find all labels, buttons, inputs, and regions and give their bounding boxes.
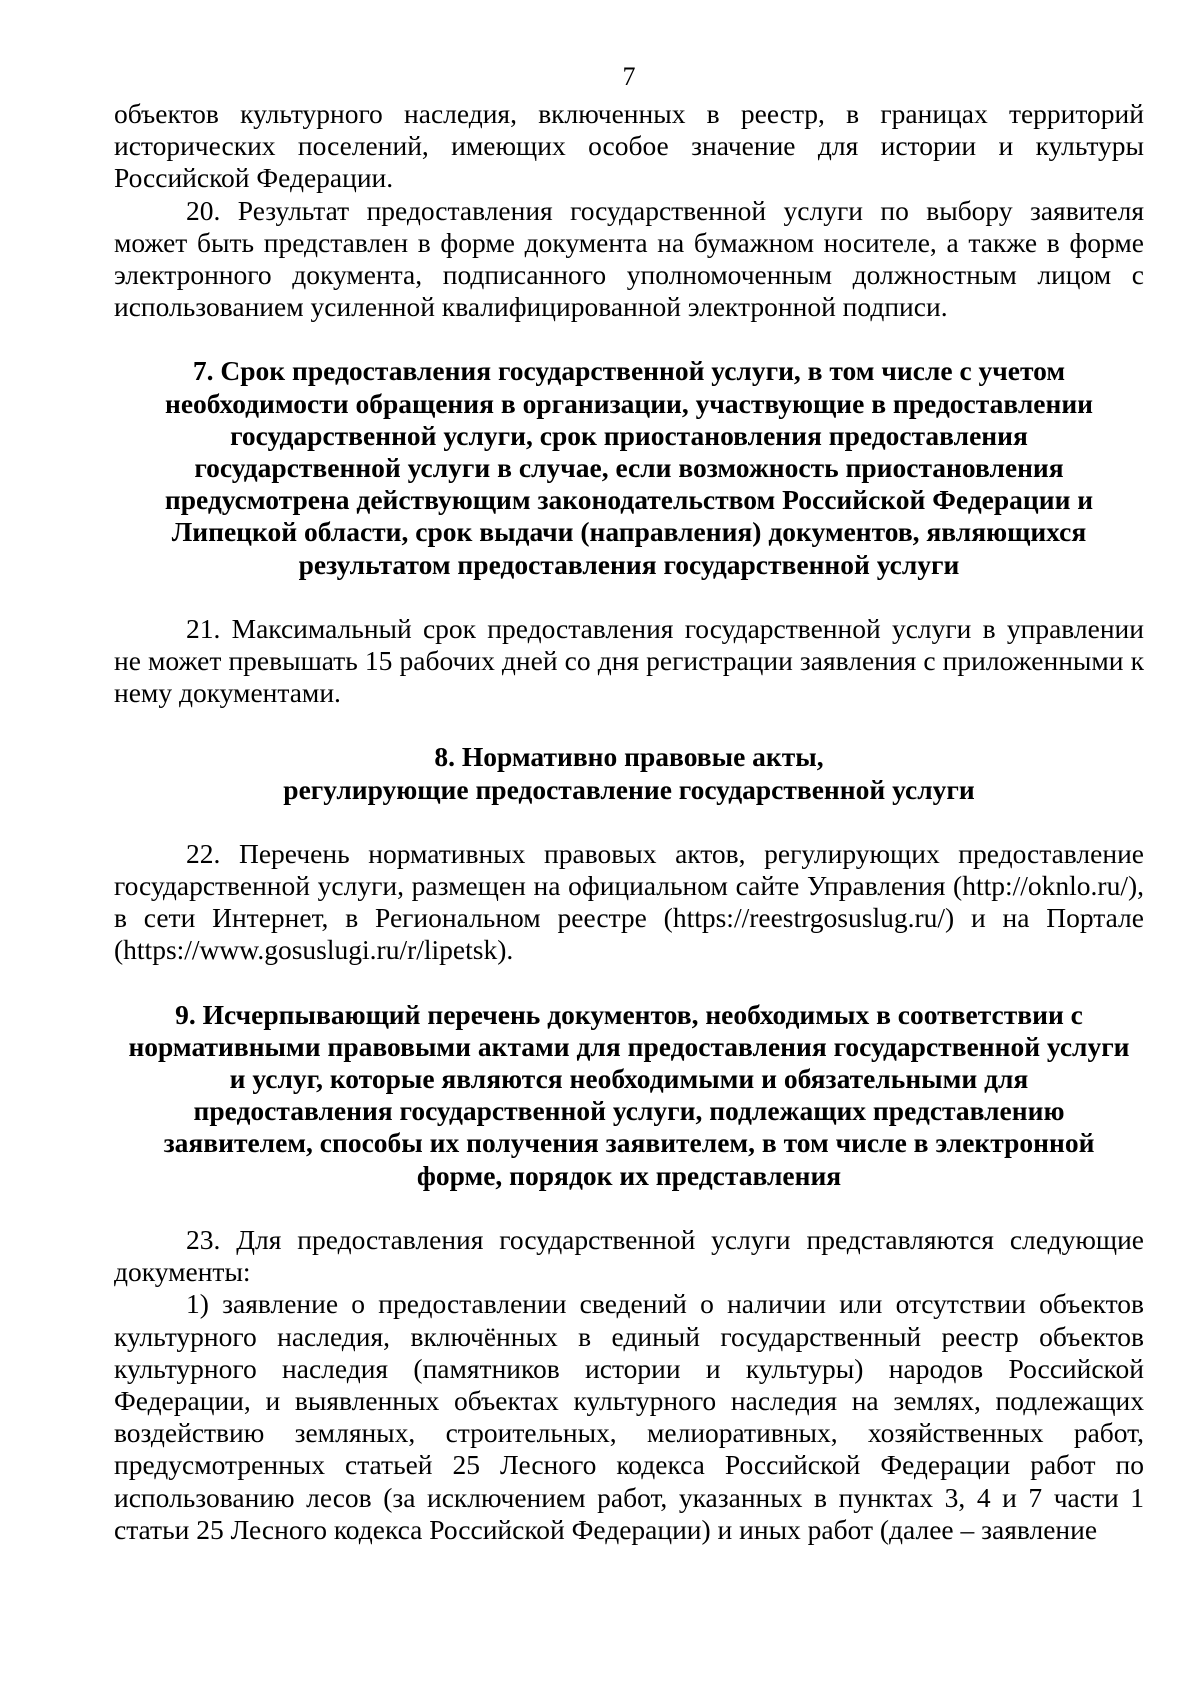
heading-line: государственной услуги в случае, если возможность приостановления	[194, 452, 1064, 484]
heading-line: Липецкой области, срок выдачи (направления) документов, являющихся	[171, 516, 1087, 548]
heading-line: форме, порядок их представления	[416, 1159, 842, 1191]
section-heading-8	[114, 741, 1144, 805]
heading-line: предусмотрена действующим законодательством Российской Федерации и	[164, 484, 1094, 516]
heading-line: регулирующие предоставление государственной услуги	[283, 773, 975, 805]
paragraph-22: 22. Перечень нормативных правовых актов, регулирующих предоставление государственной услуги, размещен на официальном сайте Управления (http://oknlo.ru/), в сети Интернет, в Региональном реестре (https://reestrgosuslug.ru/) и на Портале (https://www.gosuslugi.ru/r/lipetsk).	[114, 837, 1144, 966]
paragraph-23-item-1: 1) заявление о предоставлении сведений о наличии или отсутствии объектов культурного наследия, включённых в единый государственный реестр объектов культурного наследия (памятников истории и культуры) народов Российской Федерации, и выявленных объектах культурного наследия на землях, подлежащих воздействию земляных, строительных, мелиоративных, хозяйственных работ, предусмотренных статьей 25 Лесного кодекса Российской Федерации работ по использованию лесов (за исключением работ, указанных в пунктах 3, 4 и 7 части 1 статьи 25 Лесного кодекса Российской Федерации) и иных работ (далее – заявление	[114, 1288, 1144, 1545]
page-number: 7	[622, 62, 636, 91]
heading-line: заявителем, способы их получения заявителем, в том числе в электронной	[163, 1127, 1095, 1159]
heading-line: нормативными правовыми актами для предоставления государственной услуги	[128, 1030, 1130, 1062]
heading-line: 9. Исчерпывающий перечень документов, необходимых в соответствии с	[175, 998, 1083, 1030]
heading-line: предоставления государственной услуги, подлежащих представлению	[193, 1095, 1065, 1127]
heading-line: и услуг, которые являются необходимыми и обязательными для	[229, 1063, 1029, 1095]
paragraph-23: 23. Для предоставления государственной услуги представляются следующие документы:	[114, 1223, 1144, 1288]
paragraph-continuation: объектов культурного наследия, включенных в реестр, в границах территорий исторических поселений, имеющих особое значение для истории и культуры Российской Федерации.	[114, 98, 1144, 194]
paragraph-20: 20. Результат предоставления государственной услуги по выбору заявителя может быть представлен в форме документа на бумажном носителе, а также в форме электронного документа, подписанного уполномоченным должностным лицом с использованием усиленной квалифицированной электронной подписи.	[114, 194, 1144, 323]
heading-line: государственной услуги, срок приостановления предоставления	[230, 419, 1028, 451]
heading-line: необходимости обращения в организации, участвующие в предоставлении	[164, 387, 1094, 419]
section-heading-7	[114, 355, 1144, 580]
heading-line: 8. Нормативно правовые акты,	[434, 741, 824, 773]
paragraph-21: 21. Максимальный срок предоставления государственной услуги в управлении не может превышать 15 рабочих дней со дня регистрации заявления с приложенными к нему документами.	[114, 612, 1144, 709]
heading-line: результатом предоставления государственной услуги	[298, 548, 960, 580]
document-page	[114, 62, 1144, 1546]
heading-line: 7. Срок предоставления государственной услуги, в том числе с учетом	[192, 355, 1066, 387]
section-heading-9	[114, 999, 1144, 1192]
